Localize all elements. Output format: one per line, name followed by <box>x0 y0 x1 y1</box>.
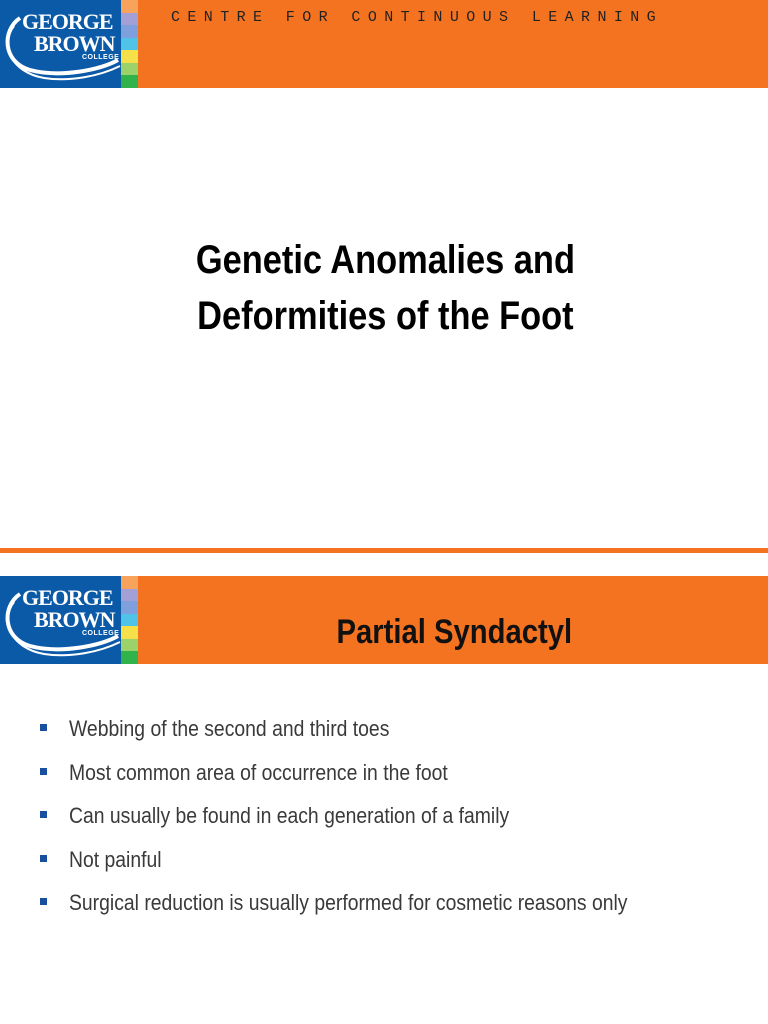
logo-text-george: GEORGE <box>22 585 113 610</box>
color-strip <box>121 0 138 88</box>
bullet-text: Surgical reduction is usually performed for cosmetic reasons only <box>69 890 628 916</box>
list-item <box>40 890 704 934</box>
strip-segment <box>121 13 138 26</box>
george-brown-logo <box>0 0 121 88</box>
title-line-2: Deformities of the Foot <box>197 294 574 338</box>
header-bar <box>0 576 768 664</box>
square-bullet-icon <box>40 898 47 905</box>
title-line-1: Genetic Anomalies and <box>195 238 575 282</box>
strip-segment <box>121 639 138 652</box>
square-bullet-icon <box>40 855 47 862</box>
color-strip <box>121 576 138 664</box>
list-item <box>40 760 704 804</box>
strip-segment <box>121 614 138 627</box>
square-bullet-icon <box>40 768 47 775</box>
bullet-text: Most common area of occurrence in the foot <box>69 759 448 785</box>
logo-text-brown: BROWN <box>34 607 115 632</box>
strip-segment <box>121 601 138 614</box>
strip-segment <box>121 38 138 51</box>
slide-title: Partial Syndactyl <box>336 613 573 651</box>
strip-segment <box>121 576 138 589</box>
centre-for-continuous-learning-label: CENTRE FOR CONTINUOUS LEARNING <box>171 9 664 26</box>
square-bullet-icon <box>40 724 47 731</box>
strip-segment <box>121 626 138 639</box>
strip-segment <box>121 75 138 88</box>
logo-text-college: COLLEGE <box>82 54 120 61</box>
square-bullet-icon <box>40 811 47 818</box>
slide-divider <box>0 548 768 553</box>
strip-segment <box>121 63 138 76</box>
content-slide <box>0 576 768 1024</box>
strip-segment <box>121 0 138 13</box>
slide-main-title <box>55 232 715 344</box>
bullet-text: Not painful <box>69 846 162 872</box>
strip-segment <box>121 25 138 38</box>
bullet-text: Can usually be found in each generation of a family <box>69 803 510 829</box>
strip-segment <box>121 589 138 602</box>
strip-segment <box>121 651 138 664</box>
logo-text-george: GEORGE <box>22 9 113 34</box>
bullet-text: Webbing of the second and third toes <box>69 716 390 741</box>
header-bar <box>0 0 768 88</box>
logo-text-college: COLLEGE <box>82 630 120 637</box>
strip-segment <box>121 50 138 63</box>
list-item <box>40 716 704 760</box>
list-item <box>40 847 704 891</box>
logo-text-brown: BROWN <box>34 31 115 56</box>
list-item <box>40 803 704 847</box>
bullet-list <box>40 716 704 934</box>
george-brown-logo <box>0 576 121 664</box>
